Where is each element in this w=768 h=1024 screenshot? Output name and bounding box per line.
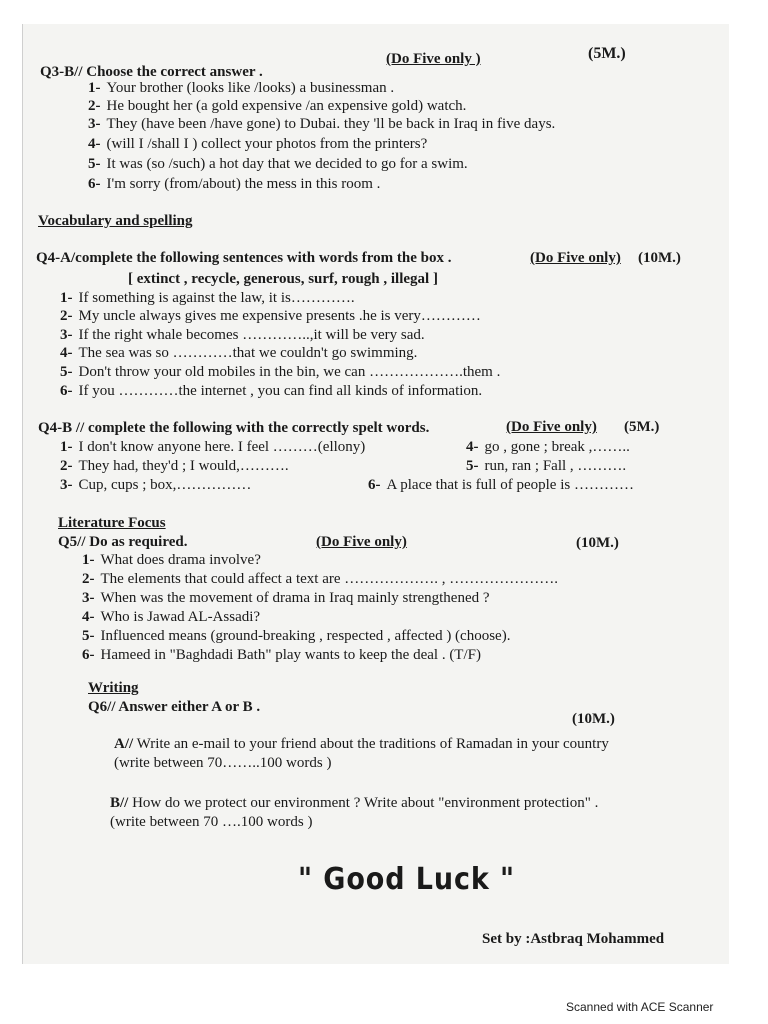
q5-marks: (10M.)	[576, 535, 619, 551]
word-box: [ extinct , recycle, generous, surf, rough , illegal ]	[128, 271, 438, 287]
q5-title: Q5// Do as required.	[58, 534, 188, 550]
list-item: 5- Influenced means (ground-breaking , respected , affected ) (choose).	[82, 628, 511, 644]
list-item: 5- run, ran ; Fall , ……….	[466, 458, 627, 474]
list-item: 4- (will I /shall I ) collect your photos from the printers?	[88, 136, 428, 152]
list-item: 1- What does drama involve?	[82, 552, 261, 568]
q6-marks: (10M.)	[572, 711, 615, 727]
list-item: 5- It was (so /such) a hot day that we decided to go for a swim.	[88, 156, 468, 172]
list-item: 6- A place that is full of people is …………	[368, 477, 634, 493]
set-by: Set by :Astbraq Mohammed	[482, 931, 665, 947]
option-b-words: (write between 70 ….100 words )	[110, 814, 313, 830]
q4b-instruction: (Do Five only)	[506, 419, 597, 435]
list-item: 3- They (have been /have gone) to Dubai. they 'll be back in Iraq in five days.	[88, 116, 556, 132]
list-item: 2- My uncle always gives me expensive presents .he is very…………	[60, 308, 481, 324]
option-a: A// Write an e-mail to your friend about the traditions of Ramadan in your country	[114, 736, 609, 752]
option-b: B// How do we protect our environment ? Write about "environment protection" .	[110, 795, 599, 811]
list-item: 4- The sea was so …………that we couldn't go swimming.	[60, 345, 418, 361]
q6-title: Q6// Answer either A or B .	[88, 699, 261, 715]
list-item: 3- If the right whale becomes …………..,it will be very sad.	[60, 327, 425, 343]
q3b-title: Q3-B// Choose the correct answer .	[40, 64, 263, 80]
vocabulary-heading: Vocabulary and spelling	[38, 213, 193, 229]
list-item: 3- Cup, cups ; box,……………	[60, 477, 252, 493]
list-item: 1- If something is against the law, it is………….	[60, 290, 355, 306]
q3b-instruction: (Do Five only )	[386, 51, 481, 67]
list-item: 4- go , gone ; break ,……..	[466, 439, 630, 455]
q4b-marks: (5M.)	[624, 419, 660, 435]
list-item: 1- I don't know anyone here. I feel ………(ellony)	[60, 439, 366, 455]
scanner-footer: Scanned with ACE Scanner	[566, 1000, 714, 1014]
list-item: 2- They had, they'd ; I would,……….	[60, 458, 289, 474]
q3b-marks: (5M.)	[588, 45, 626, 62]
writing-heading: Writing	[88, 680, 139, 696]
list-item: 1- Your brother (looks like /looks) a businessman .	[88, 80, 395, 96]
list-item: 3- When was the movement of drama in Iraq mainly strengthened ?	[82, 590, 490, 606]
option-a-words: (write between 70……..100 words )	[114, 755, 332, 771]
list-item: 2- The elements that could affect a text are ………………. , ………………….	[82, 571, 559, 587]
q4b-title: Q4-B // complete the following with the correctly spelt words.	[38, 420, 430, 436]
good-luck: " Good Luck "	[298, 862, 516, 897]
list-item: 2- He bought her (a gold expensive /an expensive gold) watch.	[88, 98, 467, 114]
q4a-marks: (10M.)	[638, 250, 681, 266]
list-item: 6- Hameed in "Baghdadi Bath" play wants to keep the deal . (T/F)	[82, 647, 481, 663]
list-item: 6- I'm sorry (from/about) the mess in this room .	[88, 176, 381, 192]
q5-instruction: (Do Five only)	[316, 534, 407, 550]
q4a-instruction: (Do Five only)	[530, 250, 621, 266]
list-item: 6- If you …………the internet , you can find all kinds of information.	[60, 383, 483, 399]
literature-heading: Literature Focus	[58, 515, 166, 531]
list-item: 4- Who is Jawad AL-Assadi?	[82, 609, 261, 625]
q4a-title: Q4-A/complete the following sentences with words from the box .	[36, 250, 452, 266]
list-item: 5- Don't throw your old mobiles in the bin, we can ……………….them .	[60, 364, 501, 380]
